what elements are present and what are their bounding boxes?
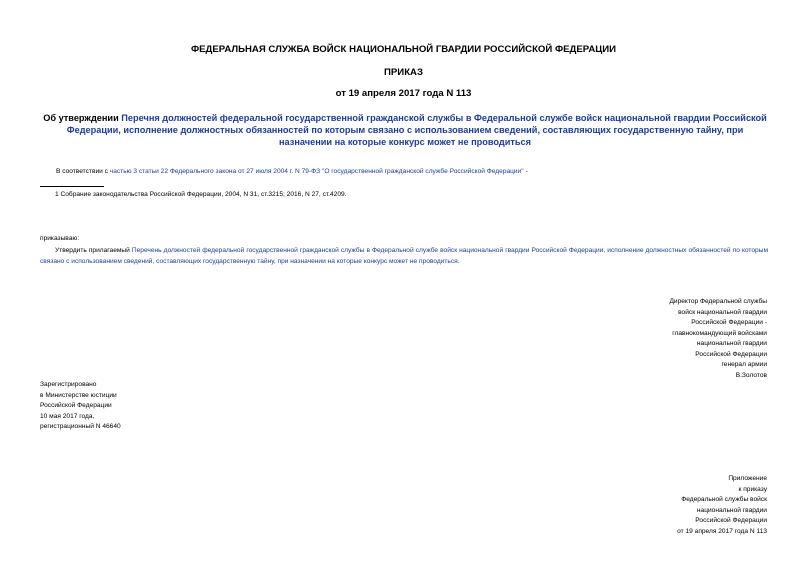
organization-heading: ФЕДЕРАЛЬНАЯ СЛУЖБА ВОЙСК НАЦИОНАЛЬНОЙ ГВАРДИИ РОССИЙСКОЙ ФЕДЕРАЦИИ (190, 44, 617, 55)
signature-block (567, 297, 767, 381)
document-date-number: от 19 апреля 2017 года N 113 (335, 88, 472, 99)
signature-line: Директор Федеральной службы (669, 298, 767, 305)
basis-prefix: В соответствии с (56, 168, 110, 175)
legal-basis (56, 168, 528, 175)
appendix-line: от 19 апреля 2017 года N 113 (677, 527, 767, 535)
signature-line: войск национальной гвардии (678, 308, 767, 316)
footnote-text: 1 Собрание законодательства Российской Федерации, 2004, N 31, ст.3215; 2016, N 27, ст.4209. (55, 191, 347, 198)
registration-line: регистрационный N 46640 (40, 423, 121, 430)
signature-line: национальной гвардии (696, 340, 767, 347)
appendix-line: национальной гвардии (696, 506, 767, 514)
signature-line: Российской Федерации - (691, 319, 767, 326)
basis-law-link[interactable]: частью 3 статьи 22 Федерального закона от 27 июля 2004 г. N 79-ФЗ "О государственной гражданской службе Российской Федерации" (109, 168, 524, 175)
appendix-line: Приложение (728, 475, 767, 482)
order-body (40, 246, 768, 267)
document-type-heading: ПРИКАЗ (384, 67, 423, 78)
basis-suffix: - (523, 168, 528, 175)
signature-line: генерал армии (721, 361, 767, 368)
appendix-line: к приказу (738, 485, 767, 493)
approve-text: Утвердить прилагаемый (55, 247, 132, 254)
registration-line: 10 мая 2017 года, (40, 412, 95, 420)
order-word: приказываю: (40, 235, 80, 242)
title-link[interactable]: Перечня должностей федеральной государственной гражданской службы в Федеральной службе войск национальной гвардии Российской Федерации, исполнение должностных обязанностей по которым связано с использованием сведений, составляющих государственную тайну, при назначении на которые конкурс может не проводиться (66, 113, 767, 147)
signature-line: Российской Федерации (695, 350, 767, 358)
footnote-divider (40, 186, 104, 187)
registration-block (40, 380, 240, 433)
document-title (42, 112, 768, 148)
registration-line: в Министерстве юстиции (40, 391, 117, 399)
appendix-block (567, 474, 767, 537)
appendix-line: Российской Федерации (695, 517, 767, 524)
appendix-line: Федеральной службы войск (681, 496, 767, 503)
registration-line: Зарегистрировано (40, 381, 97, 388)
signature-line: В.Золотов (735, 371, 767, 379)
registration-line: Российской Федерации (40, 402, 112, 409)
title-prefix: Об утверждении (43, 113, 122, 123)
signature-line: главнокомандующий войсками (672, 329, 767, 337)
list-link[interactable]: Перечень должностей федеральной государственной гражданской службы в Федеральной службе войск национальной гвардии Российской Федерации, исполнение должностных обязанностей по которым связано с использованием сведений, составляющих государственную тайну, при назначении на которые конкурс может не проводиться. (40, 247, 768, 265)
